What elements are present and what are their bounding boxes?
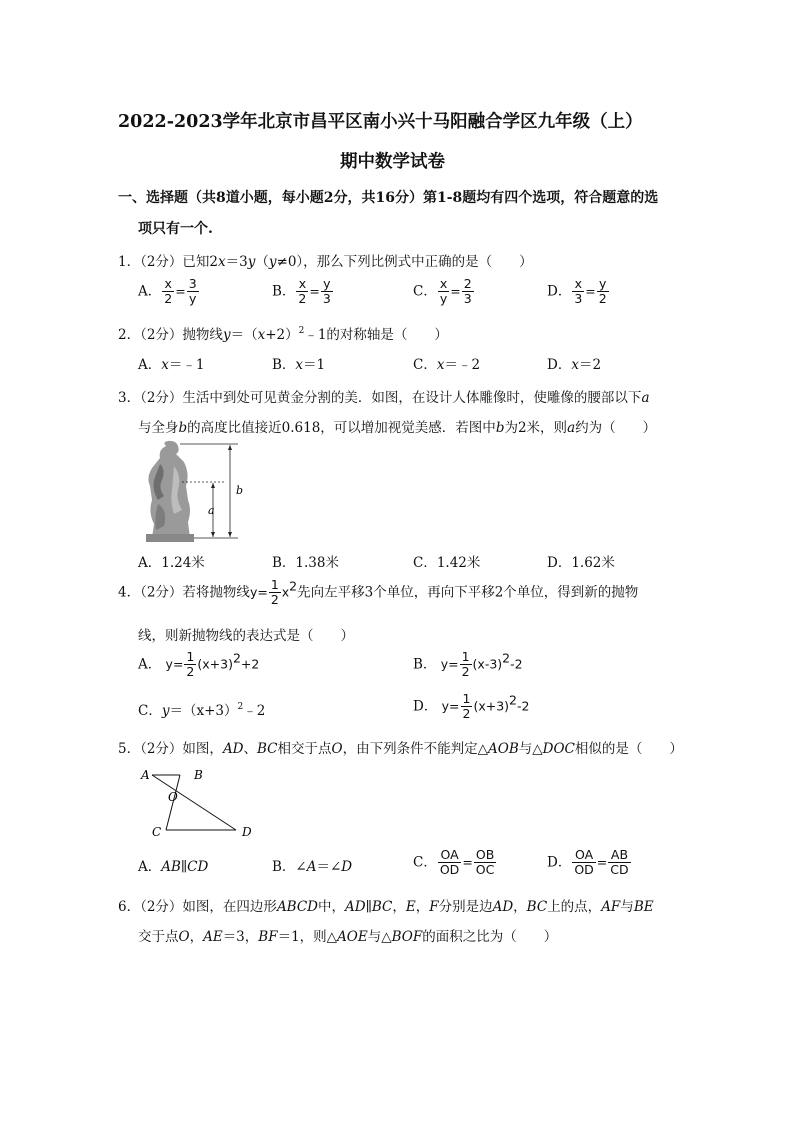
- question-2-option-d[interactable]: D．x＝2: [547, 357, 602, 373]
- question-6-stem-line2: 交于点O，AE＝3，BF＝1，则△AOE与△BOF的面积之比为（ ）: [138, 929, 558, 945]
- point-b-label: B: [194, 768, 203, 782]
- question-2-option-c[interactable]: C．x＝﹣2: [413, 357, 481, 373]
- label-a: a: [208, 504, 215, 517]
- question-6-stem-line1: 6．（2分）如图，在四边形ABCD中，AD∥BC，E，F分别是边AD，BC上的点，AF与BE: [118, 899, 654, 915]
- line-ad: [152, 775, 236, 830]
- question-4-option-c[interactable]: C．$y=(x+3)^2﹣2$: [138, 702, 266, 719]
- question-1-option-a[interactable]: A． $\frac{x}{2}$ = $\frac{3}{y}$: [138, 276, 197, 307]
- question-1-option-b[interactable]: B． $\frac{x}{2}$ = $\frac{y}{3}$: [272, 276, 331, 307]
- exam-title-line1: 2022-2023学年北京市昌平区南小兴十马阳融合学区九年级（上）: [118, 112, 643, 132]
- question-3-option-c[interactable]: C．1.42米: [413, 555, 481, 571]
- point-d-label: D: [242, 825, 252, 839]
- label-b: b: [236, 484, 244, 497]
- question-1-stem: 1．（2分）已知2x＝3y（y≠0），那么下列比例式中正确的是（ ）: [118, 254, 533, 270]
- statue-image: [138, 440, 248, 542]
- question-5-option-d[interactable]: D． $\frac{OA}{OD}$ = $\frac{AB}{CD}$: [547, 847, 629, 878]
- question-5-stem: 5．（2分）如图，AD、BC相交于点O，由下列条件不能判定△AOB与△DOC相似的是（ ）: [118, 741, 683, 757]
- point-a-label: A: [141, 768, 150, 782]
- question-4-option-b[interactable]: B． y= $\frac{1}{2}$ $(x-3)^2-2$: [413, 649, 523, 680]
- question-3-option-b[interactable]: B．1.38米: [272, 555, 339, 571]
- question-3-stem-line2: 与全身b的高度比值接近0.618，可以增加视觉美感．若图中b为2米，则a约为（ ）: [138, 420, 657, 436]
- question-4-stem-line1: 4．（2分）若将抛物线y= $\frac{1}{2}$ $x^2$先向左平移3个单位，再向下平移2个单位，得到新的抛物: [118, 577, 639, 608]
- crossing-lines-figure: [138, 762, 262, 842]
- question-1-option-d[interactable]: D． $\frac{x}{3}$ = $\frac{y}{2}$: [547, 276, 607, 307]
- question-5-option-a[interactable]: A．AB∥CD: [138, 859, 209, 875]
- question-2-option-a[interactable]: A．x＝﹣1: [138, 357, 205, 373]
- question-2-option-b[interactable]: B．x＝1: [272, 357, 326, 373]
- section-header-line2: 项只有一个.: [138, 221, 213, 237]
- exam-title-line2: 期中数学试卷: [340, 152, 445, 172]
- point-c-label: C: [152, 825, 162, 839]
- question-1-option-c[interactable]: C． $\frac{x}{y}$ = $\frac{2}{3}$: [413, 276, 472, 307]
- statue-figure: [138, 440, 248, 542]
- section-header-line1: 一、选择题（共8道小题，每小题2分，共16分）第1-8题均有四个选项，符合题意的选: [118, 190, 659, 206]
- question-4-option-a[interactable]: A． y= $\frac{1}{2}$ $(x+3)^2+2$: [138, 649, 260, 680]
- question-5-option-b[interactable]: B．∠A＝∠D: [272, 859, 353, 875]
- question-5-option-c[interactable]: C． $\frac{OA}{OD}$ = $\frac{OB}{OC}$: [413, 847, 495, 878]
- point-o-label: O: [168, 790, 178, 804]
- question-2-stem: 2．（2分）抛物线$y=(x+2)^2﹣1$的对称轴是（ ）: [118, 326, 448, 343]
- question-3-stem-line1: 3．（2分）生活中到处可见黄金分割的美．如图，在设计人体雕像时，使雕像的腰部以下a: [118, 390, 650, 406]
- question-3-option-a[interactable]: A．1.24米: [138, 555, 205, 571]
- question-4-stem-line2: 线，则新抛物线的表达式是（ ）: [138, 628, 354, 644]
- question-4-option-d[interactable]: D． y= $\frac{1}{2}$ $(x+3)^2-2$: [413, 691, 530, 722]
- question-3-option-d[interactable]: D．1.62米: [547, 555, 615, 571]
